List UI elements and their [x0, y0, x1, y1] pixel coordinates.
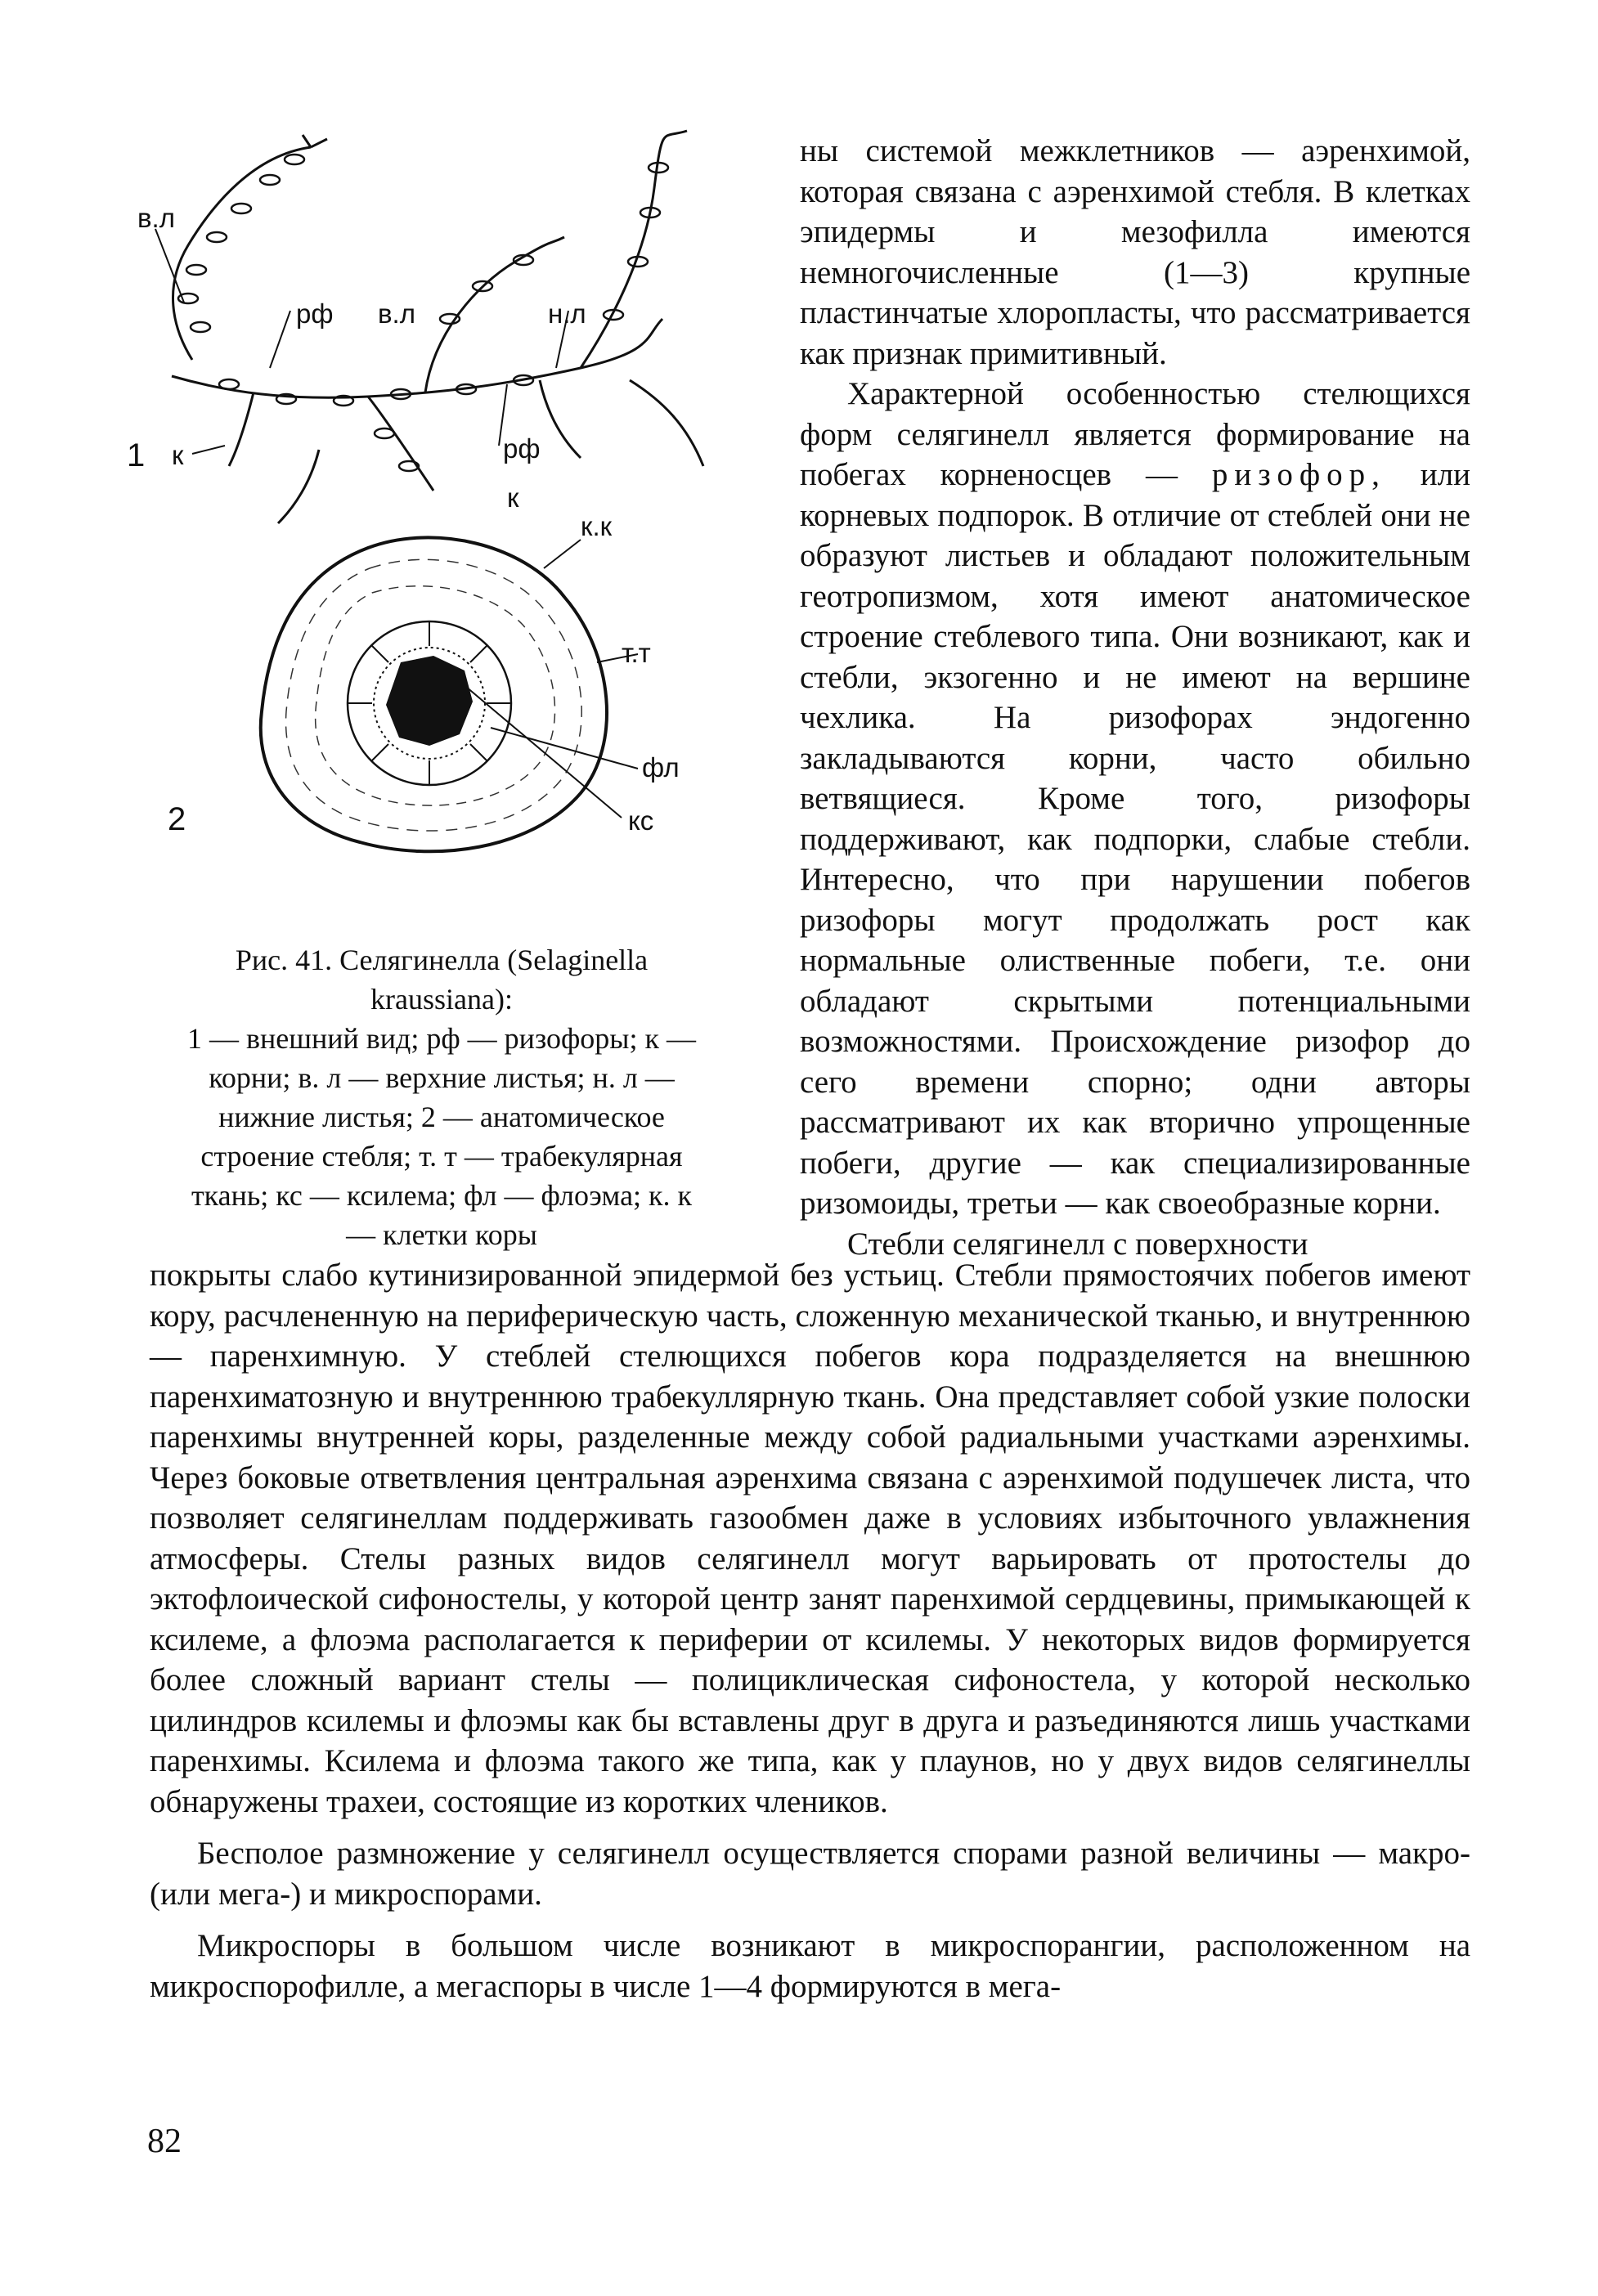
page-number: 82 [147, 2123, 182, 2160]
label-root: к [172, 440, 184, 470]
stem-cross-section [261, 537, 607, 851]
figure-part-number-1: 1 [127, 437, 146, 473]
selaginella-illustration [123, 123, 761, 940]
term-rhizophore: ризофор, [1211, 457, 1386, 492]
figure-caption-title: Рис. 41. Селягинелла (Selaginella kraussiana): [235, 944, 649, 1016]
label-trabecular-tissue: т.т [622, 638, 651, 668]
paragraph-rhizophores-rest: или корневых подпорок. В отличие от стеблей они не образуют листьев и обладают положительным геотропизмом, хотя имеют анатомическое строение стеблевого типа. Они возникают, как и стебли, экзогенно и не имеют на вершине чехлика. На ризофорах эндогенно закладываются корни, часто обильно ветвящиеся. Кроме того, ризофоры поддерживают, как подпорки, слабые стебли. Интересно, что при нарушении побегов ризофоры могут продолжать рост как нормальные олиственные побеги, т.е. они обладают скрытыми потенциальными возможностями. Происхождение ризофор до сего времени спорно; одни авторы рассматривают их как вторично упрощенные побеги, другие — как специализированные ризомоиды, третьи — как своеобразные корни. [800, 457, 1471, 1221]
figure-41 [123, 123, 761, 1251]
full-width-text [150, 1255, 1470, 2007]
figure-caption [180, 940, 703, 1254]
label-xylem: кс [628, 805, 654, 836]
paragraph-microspores: Микроспоры в большом числе возникают в микроспорангии, расположенном на микроспорофилле, а мегаспоры в числе 1—4 формируются в мега- [150, 1928, 1470, 2004]
label-rhizophore-2: рф [503, 433, 541, 464]
paragraph-rhizophores [800, 374, 1470, 1224]
plant-habit-drawing [172, 131, 703, 523]
label-lower-leaves: н.л [548, 298, 586, 329]
paragraph-aerenchyma: ны системой межклетников — аэренхимой, которая связана с аэренхимой стебля. В клетках эпидермы и мезофилла имеются немногочисленные (1—3) крупные пластинчатые хлоропласты, что рассматривается как признак примитивный. [800, 133, 1470, 371]
paragraph-rhizophores-start: Характерной особенностью стелющихся форм селягинелл является формирование на побегах корненосцев — [800, 376, 1470, 492]
right-column-text [800, 131, 1470, 1264]
label-rhizophore: рф [296, 298, 334, 329]
paragraph-stems-start: Стебли селягинелл с поверхности [847, 1226, 1308, 1262]
label-upper-leaves-2: в.л [378, 298, 415, 329]
paragraph-stems-continued: покрыты слабо кутинизированной эпидермой без устьиц. Стебли прямостоячих побегов имеют кору, расчлененную на периферическую часть, сложенную механической тканью, и внутреннюю — паренхимную. У стеблей стелющихся побегов кора подразделяется на внешнюю паренхиматозную и внутреннюю трабекуллярную ткань. Она представляет собой узкие полоски паренхимы внутренней коры, разделенные между собой радиальными участками аэренхимы. Через боковые ответвления центральная аэренхима связана с аэренхимой подушечек листа, что позволяет селягинеллам поддерживать газообмен даже в условиях избыточного увлажнения атмосферы. Стелы разных видов селягинелл могут варьировать от протостелы до эктофлоической сифоностелы, у которой центр занят паренхимой сердцевины, примыкающей к ксилеме, а флоэма располагается к периферии от ксилемы. У некоторых видов формируется более сложный вариант стелы — полициклическая сифоностела, у которой несколько цилиндров ксилемы и флоэмы как бы вставлены друг в друга и разъединяются лишь участками паренхимы. Ксилема и флоэма такого же типа, как у плаунов, но у двух видов селягинеллы обнаружены трахеи, состоящие из коротких члеников. [150, 1258, 1470, 1819]
figure-caption-text: 1 — внешний вид; рф — ризофоры; к — корни; в. л — верхние листья; н. л — нижние листья; 2 — анатомическое строение стебля; т. т — трабекулярная ткань; кс — ксилема; фл — флоэма; к. к — клетки коры [187, 1022, 696, 1251]
label-root-2: к [507, 482, 519, 513]
figure-part-number-2: 2 [168, 801, 186, 837]
label-cortex-cells: к.к [581, 511, 613, 541]
label-upper-leaves: в.л [137, 203, 175, 233]
label-phloem: фл [642, 752, 680, 783]
habit-label-lines [155, 229, 568, 454]
paragraph-asexual-reproduction: Бесполое размножение у селягинелл осуществляется спорами разной величины — макро- (или мега-) и микроспорами. [150, 1836, 1470, 1912]
